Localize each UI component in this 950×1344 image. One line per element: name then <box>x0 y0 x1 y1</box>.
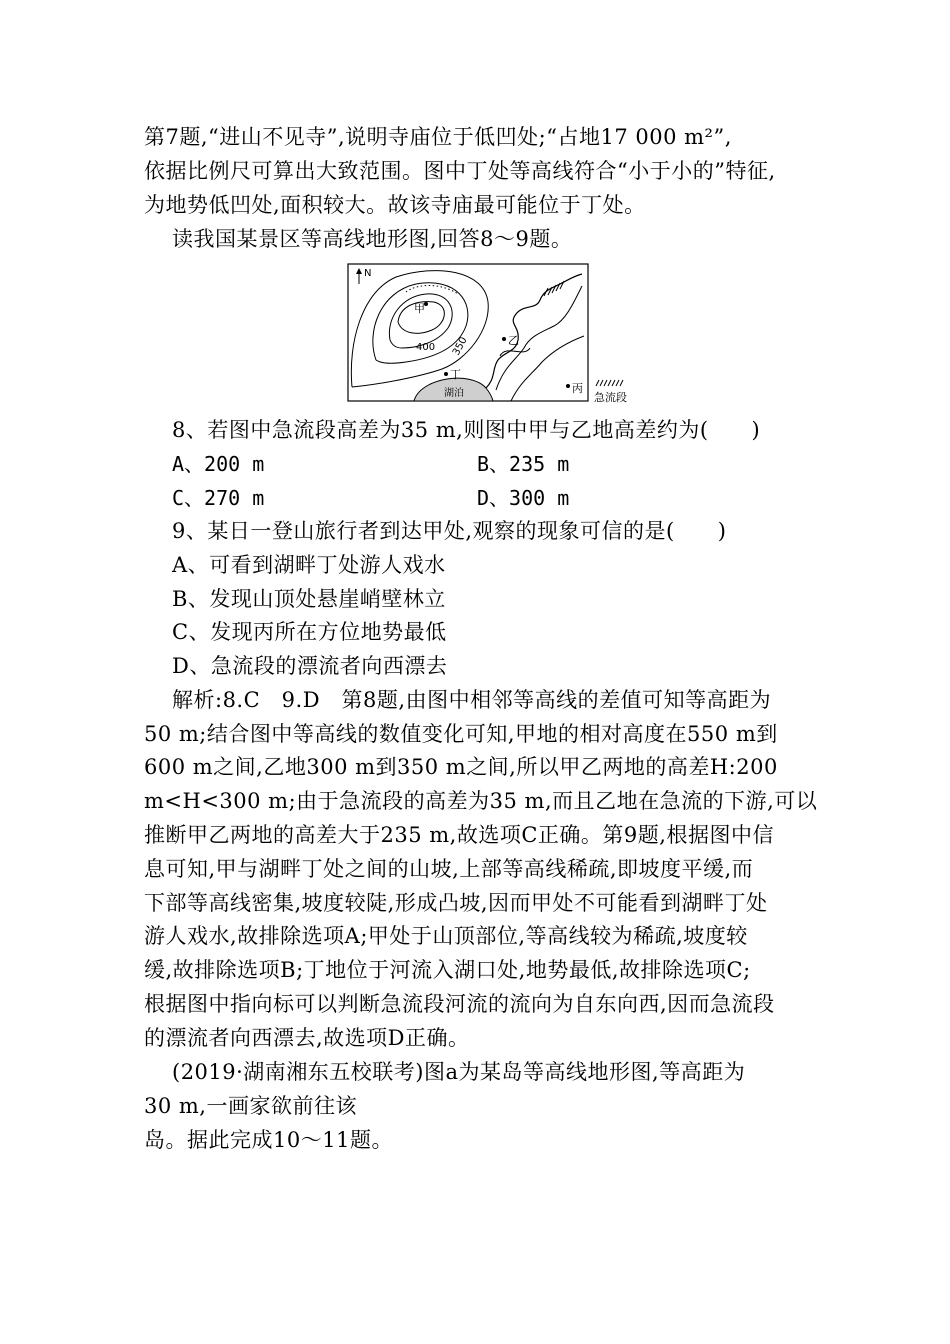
analysis-line-9: 缓,故排除选项B;丁地位于河流入湖口处,地势最低,故排除选项C; <box>144 958 751 982</box>
next-intro-line-2: 30 m,一画家欲前往该 <box>144 1094 357 1118</box>
q9-stem: 9、某日一登山旅行者到达甲处,观察的现象可信的是( ) <box>172 519 727 543</box>
point-yi <box>502 337 506 341</box>
q8-option-c: C、270 m <box>172 486 265 510</box>
analysis-line-7: 下部等高线密集,坡度较陡,形成凸坡,因而甲处不可能看到湖畔丁处 <box>144 891 768 915</box>
q8-option-d: D、300 m <box>477 486 570 510</box>
q9-option-d: D、急流段的漂流者向西漂去 <box>172 654 448 678</box>
analysis-line-1: 解析:8.C 9.D 第8题,由图中相邻等高线的差值可知等高距为 <box>172 688 772 712</box>
rapids-legend-label: 急流段 <box>594 391 627 404</box>
paragraph-7-line-3: 为地势低凹处,面积较大。故该寺庙最可能位于丁处。 <box>144 193 646 217</box>
q9-option-b: B、发现山顶处悬崖峭壁林立 <box>172 587 446 611</box>
contour-label-400: 400 <box>416 342 436 353</box>
analysis-line-6: 息可知,甲与湖畔丁处之间的山坡,上部等高线稀疏,即坡度平缓,而 <box>144 857 754 881</box>
label-ding: 丁 <box>450 368 461 381</box>
analysis-line-10: 根据图中指向标可以判断急流段河流的流向为自东向西,因而急流段 <box>144 992 775 1016</box>
analysis-line-11: 的漂流者向西漂去,故选项D正确。 <box>144 1026 470 1050</box>
lake-label: 湖泊 <box>444 388 464 399</box>
next-intro-line-1: (2019·湖南湘东五校联考)图a为某岛等高线地形图,等高距为 <box>172 1060 746 1084</box>
q8-option-b: B、235 m <box>477 452 570 476</box>
analysis-line-4: m<H<300 m;由于急流段的高差为35 m,而且乙地在急流的下游,可以 <box>144 789 818 813</box>
q9-option-c: C、发现丙所在方位地势最低 <box>172 620 447 644</box>
contour-map-figure <box>346 262 646 404</box>
analysis-line-3: 600 m之间,乙地300 m到350 m之间,所以甲乙两地的高差H:200 <box>144 755 778 779</box>
q8-stem: 8、若图中急流段高差为35 m,则图中甲与乙地高差约为( ) <box>172 418 761 442</box>
label-jia: 甲 <box>414 302 425 315</box>
north-label: N <box>364 268 372 279</box>
q9-option-a: A、可看到湖畔丁处游人戏水 <box>172 553 446 577</box>
point-ding <box>444 372 448 376</box>
label-bing: 丙 <box>572 382 583 395</box>
analysis-line-5: 推断甲乙两地的高差大于235 m,故选项C正确。第9题,根据图中信 <box>144 823 774 847</box>
intro-8-9: 读我国某景区等高线地形图,回答8～9题。 <box>172 227 573 251</box>
point-bing <box>566 384 570 388</box>
analysis-line-8: 游人戏水,故排除选项A;甲处于山顶部位,等高线较为稀疏,坡度较 <box>144 924 748 948</box>
analysis-line-2: 50 m;结合图中等高线的数值变化可知,甲地的相对高度在550 m到 <box>144 722 778 746</box>
next-intro-line-3: 岛。据此完成10～11题。 <box>144 1128 393 1152</box>
paragraph-7-line-2: 依据比例尺可算出大致范围。图中丁处等高线符合“小于小的”特征, <box>144 159 776 183</box>
paragraph-7-line-1: 第7题,“进山不见寺”,说明寺庙位于低凹处;“占地17 000 m²”, <box>144 125 732 149</box>
q8-option-a: A、200 m <box>172 452 265 476</box>
rapids-legend-symbol <box>596 380 623 386</box>
contour-label-350: 350 <box>450 335 470 358</box>
label-yi: 乙 <box>508 334 519 347</box>
